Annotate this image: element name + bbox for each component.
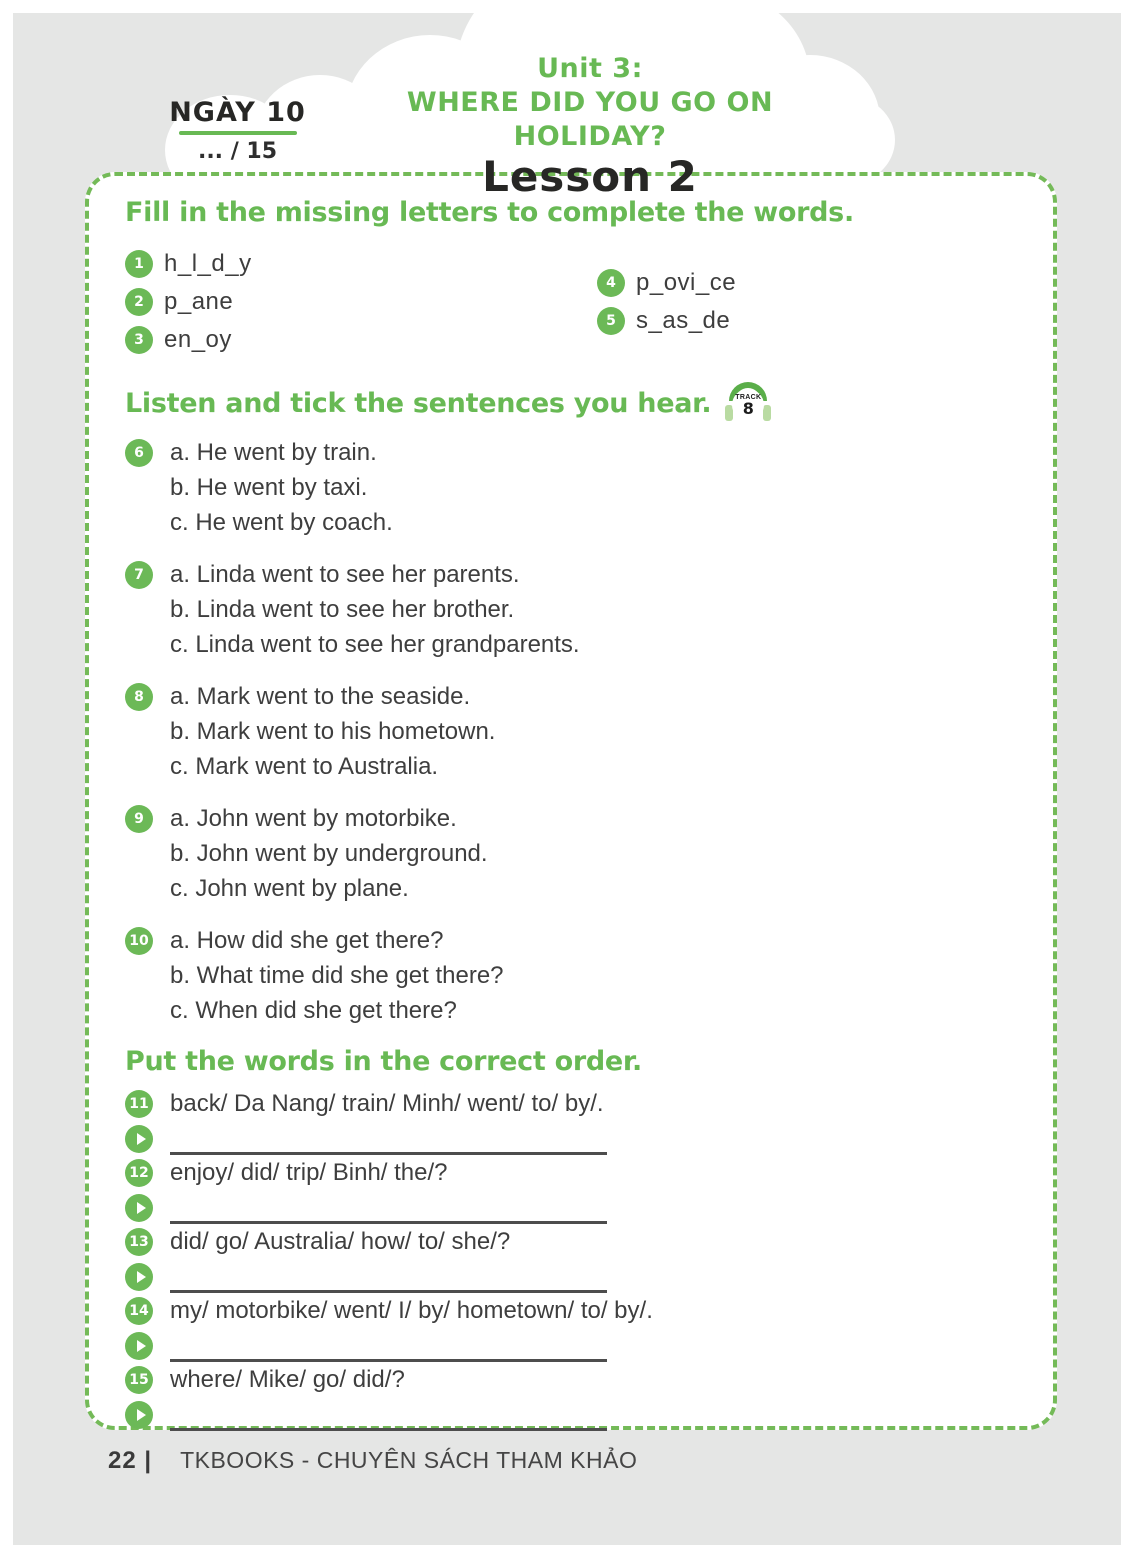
prompt-text: my/ motorbike/ went/ I/ by/ hometown/ to/ by/.	[170, 1297, 653, 1324]
track-number-disc	[732, 389, 764, 421]
arrow-icon	[137, 1202, 146, 1214]
option-list	[170, 923, 504, 1028]
prompt-text: where/ Mike/ go/ did/?	[170, 1366, 405, 1393]
fill-word: p_ane	[164, 288, 234, 315]
day-label: NGÀY 10	[169, 97, 306, 128]
arrow-icon	[137, 1409, 146, 1421]
item-number-badge: 5	[597, 307, 625, 335]
item-number-badge: 15	[125, 1366, 153, 1394]
item-number-badge: 4	[597, 269, 625, 297]
order-prompt	[125, 1293, 1017, 1329]
order-exercise	[125, 1086, 1017, 1431]
item-number-badge: 6	[125, 439, 153, 467]
track-number: 8	[742, 398, 754, 418]
prompt-text: back/ Da Nang/ train/ Minh/ went/ to/ by/.	[170, 1090, 604, 1117]
order-prompt	[125, 1362, 1017, 1398]
option-list	[170, 557, 580, 662]
option-c: c. He went by coach.	[170, 509, 393, 536]
order-answer-row	[125, 1191, 1017, 1224]
arrow-badge	[125, 1401, 153, 1429]
headphones-track-icon	[723, 381, 773, 425]
arrow-icon	[137, 1271, 146, 1283]
arrow-badge	[125, 1263, 153, 1291]
option-c: c. John went by plane.	[170, 875, 409, 902]
arrow-icon	[137, 1340, 146, 1352]
order-prompt	[125, 1086, 1017, 1122]
option-list	[170, 801, 488, 906]
fill-item	[125, 245, 597, 283]
option-a: a. Mark went to the seaside.	[170, 683, 471, 710]
prompt-text: enjoy/ did/ trip/ Binh/ the/?	[170, 1159, 448, 1186]
item-number-badge: 3	[125, 326, 153, 354]
worksheet-box	[85, 172, 1057, 1430]
item-number-badge: 2	[125, 288, 153, 316]
order-answer-row	[125, 1329, 1017, 1362]
fill-word: s_as_de	[636, 307, 731, 334]
option-list	[170, 435, 393, 540]
section-title-fill: Fill in the missing letters to complete the words.	[125, 197, 854, 228]
prompt-text: did/ go/ Australia/ how/ to/ she/?	[170, 1228, 511, 1255]
fill-exercise	[125, 245, 1017, 359]
item-number-badge: 8	[125, 683, 153, 711]
unit-number: Unit 3:	[537, 53, 643, 84]
question-item	[125, 923, 1017, 1028]
fill-item	[125, 283, 597, 321]
option-list	[170, 679, 495, 784]
lesson-title: Lesson 2	[482, 152, 698, 201]
headphone-pad-icon	[763, 405, 771, 421]
option-b: b. He went by taxi.	[170, 474, 368, 501]
option-a: a. Linda went to see her parents.	[170, 561, 520, 588]
option-a: a. How did she get there?	[170, 927, 444, 954]
arrow-badge	[125, 1332, 153, 1360]
option-c: c. When did she get there?	[170, 997, 457, 1024]
option-b: b. Linda went to see her brother.	[170, 596, 515, 623]
item-number-badge: 13	[125, 1228, 153, 1256]
question-item	[125, 679, 1017, 784]
option-a: a. John went by motorbike.	[170, 805, 457, 832]
order-prompt	[125, 1155, 1017, 1191]
order-answer-row	[125, 1398, 1017, 1431]
arrow-icon	[137, 1133, 146, 1145]
item-number-badge: 10	[125, 927, 153, 955]
fill-word: en_oy	[164, 326, 232, 353]
day-score: ... / 15	[197, 139, 278, 164]
item-number-badge: 12	[125, 1159, 153, 1187]
question-item	[125, 557, 1017, 662]
fill-left-column	[125, 245, 597, 359]
day-badge	[160, 97, 315, 164]
answer-blank-line	[170, 1198, 607, 1224]
answer-blank-line	[170, 1129, 607, 1155]
lesson-header	[330, 52, 850, 200]
option-c: c. Mark went to Australia.	[170, 753, 439, 780]
option-b: b. What time did she get there?	[170, 962, 504, 989]
fill-word: p_ovi_ce	[636, 269, 737, 296]
publisher-brand: TKBOOKS - CHUYÊN SÁCH THAM KHẢO	[180, 1447, 638, 1473]
section-title-listen: Listen and tick the sentences you hear.	[125, 387, 712, 419]
listen-questions	[125, 435, 1017, 1028]
answer-blank-line	[170, 1336, 607, 1362]
item-number-badge: 14	[125, 1297, 153, 1325]
page-footer	[108, 1447, 637, 1475]
order-prompt	[125, 1224, 1017, 1260]
item-number-badge: 9	[125, 805, 153, 833]
listen-section-header	[125, 381, 1017, 425]
page-number: 22 |	[108, 1447, 153, 1474]
arrow-badge	[125, 1125, 153, 1153]
option-c: c. Linda went to see her grandparents.	[170, 631, 580, 658]
item-number-badge: 11	[125, 1090, 153, 1118]
order-answer-row	[125, 1122, 1017, 1155]
order-answer-row	[125, 1260, 1017, 1293]
answer-blank-line	[170, 1405, 607, 1431]
answer-blank-line	[170, 1267, 607, 1293]
unit-title: WHERE DID YOU GO ON HOLIDAY?	[406, 87, 774, 152]
fill-item	[597, 264, 736, 302]
arrow-badge	[125, 1194, 153, 1222]
item-number-badge: 7	[125, 561, 153, 589]
option-b: b. Mark went to his hometown.	[170, 718, 496, 745]
option-b: b. John went by underground.	[170, 840, 488, 867]
section-title-order: Put the words in the correct order.	[125, 1046, 643, 1077]
fill-word: h_l_d_y	[164, 250, 252, 277]
day-underline	[179, 131, 297, 135]
track-label: TRACK	[735, 393, 762, 401]
item-number-badge: 1	[125, 250, 153, 278]
fill-item	[125, 321, 597, 359]
question-item	[125, 801, 1017, 906]
option-a: a. He went by train.	[170, 439, 377, 466]
fill-right-column	[597, 264, 736, 359]
fill-item	[597, 302, 736, 340]
question-item	[125, 435, 1017, 540]
